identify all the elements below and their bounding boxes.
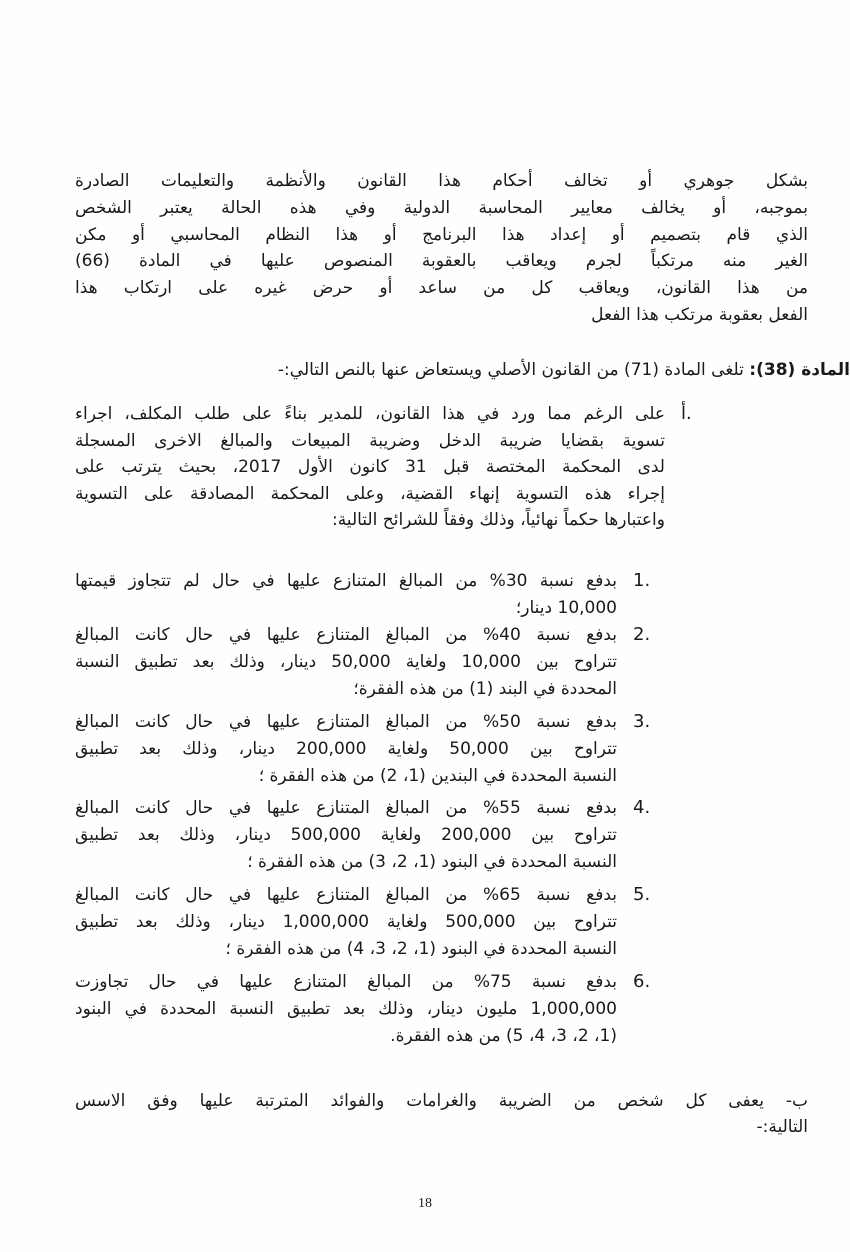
bracket-marker: 6. — [633, 971, 651, 992]
bracket-line: النسبة المحددة في البنود (1، 2، 3، 4) من هذه الفقرة ؛ — [225, 939, 617, 959]
paragraph-line: بموجبه، أو يخالف معايير المحاسبة الدولية وفي هذه الحالة يعتبر الشخص — [75, 198, 808, 218]
paragraph-line: الغير منه مرتكباً لجرم ويعاقب بالعقوبة المنصوص عليها في المادة (66) — [75, 251, 808, 271]
clause-a-marker: أ. — [681, 403, 692, 424]
bracket-line: بدفع نسبة 50% من المبالغ المتنازع عليها في حال كانت المبالغ — [75, 712, 617, 732]
bracket-line: بدفع نسبة 65% من المبالغ المتنازع عليها في حال كانت المبالغ — [75, 885, 617, 905]
bracket-line: بدفع نسبة 75% من المبالغ المتنازع عليها في حال تجاوزت — [75, 972, 618, 992]
bracket-marker: 3. — [633, 711, 651, 732]
bracket-line: تتراوح بين 50,000 ولغاية 200,000 دينار، وذلك بعد تطبيق — [75, 739, 617, 759]
bracket-marker: 1. — [633, 570, 651, 591]
clause-a-line: على الرغم مما ورد في هذا القانون، للمدير بناءً على طلب المكلف، اجراء — [75, 404, 665, 424]
bracket-line: بدفع نسبة 55% من المبالغ المتنازع عليها في حال كانت المبالغ — [75, 798, 617, 818]
article-text: تلغى المادة (71) من القانون الأصلي ويستعاض عنها بالنص التالي:- — [277, 360, 744, 380]
clause-b-line: ب- يعفى كل شخص من الضريبة والغرامات والفوائد المترتبة عليها وفق الاسس — [75, 1091, 808, 1111]
bracket-line: بدفع نسبة 40% من المبالغ المتنازع عليها في حال كانت المبالغ — [75, 625, 617, 645]
bracket-marker: 5. — [633, 884, 651, 905]
bracket-line: (1، 2، 3، 4، 5) من هذه الفقرة. — [390, 1026, 617, 1046]
article-heading — [30, 359, 850, 381]
bracket-marker: 4. — [633, 797, 651, 818]
bracket-line: تتراوح بين 500,000 ولغاية 1,000,000 دينار، وذلك بعد تطبيق — [75, 912, 617, 932]
bracket-line: تتراوح بين 10,000 ولغاية 50,000 دينار، وذلك بعد تطبيق النسبة — [75, 652, 617, 672]
clause-a-line: تسوية بقضايا ضريبة الدخل وضريبة المبيعات والمبالغ الاخرى المسجلة — [75, 431, 665, 451]
paragraph-line: الذي قام بتصميم أو إعداد هذا البرنامج أو هذا النظام المحاسبي أو مكن — [75, 225, 808, 245]
bracket-line: تتراوح بين 200,000 ولغاية 500,000 دينار، وذلك بعد تطبيق — [75, 825, 617, 845]
paragraph-line: من هذا القانون، ويعاقب كل من ساعد أو حرض غيره على ارتكاب هذا — [75, 278, 808, 298]
clause-a-line: لدى المحكمة المختصة قبل 31 كانون الأول 2017، بحيث يترتب على — [75, 457, 665, 477]
bracket-line: بدفع نسبة 30% من المبالغ المتنازع عليها في حال لم تتجاوز قيمتها — [75, 571, 617, 591]
bracket-line: 10,000 دينار؛ — [515, 598, 617, 618]
page-number: 18 — [418, 1196, 432, 1211]
bracket-line: 1,000,000 مليون دينار، وذلك بعد تطبيق النسبة المحددة في البنود — [75, 999, 617, 1019]
bracket-marker: 2. — [633, 624, 651, 645]
clause-b-line: التالية:- — [756, 1117, 808, 1137]
clause-a-line: إجراء هذه التسوية إنهاء القضية، وعلى المحكمة المصادقة على التسوية — [75, 484, 665, 504]
paragraph-line: بشكل جوهري أو تخالف أحكام هذا القانون والأنظمة والتعليمات الصادرة — [75, 171, 808, 191]
bracket-line: المحددة في البند (1) من هذه الفقرة؛ — [353, 679, 617, 699]
article-label: المادة (38): — [749, 360, 850, 380]
paragraph-line: الفعل بعقوبة مرتكب هذا الفعل — [591, 305, 808, 325]
bracket-line: النسبة المحددة في البندين (1، 2) من هذه الفقرة ؛ — [258, 766, 617, 786]
bracket-line: النسبة المحددة في البنود (1، 2، 3) من هذه الفقرة ؛ — [247, 852, 617, 872]
clause-a-line: واعتبارها حكماً نهائياً، وذلك وفقاً للشرائح التالية: — [331, 510, 665, 530]
